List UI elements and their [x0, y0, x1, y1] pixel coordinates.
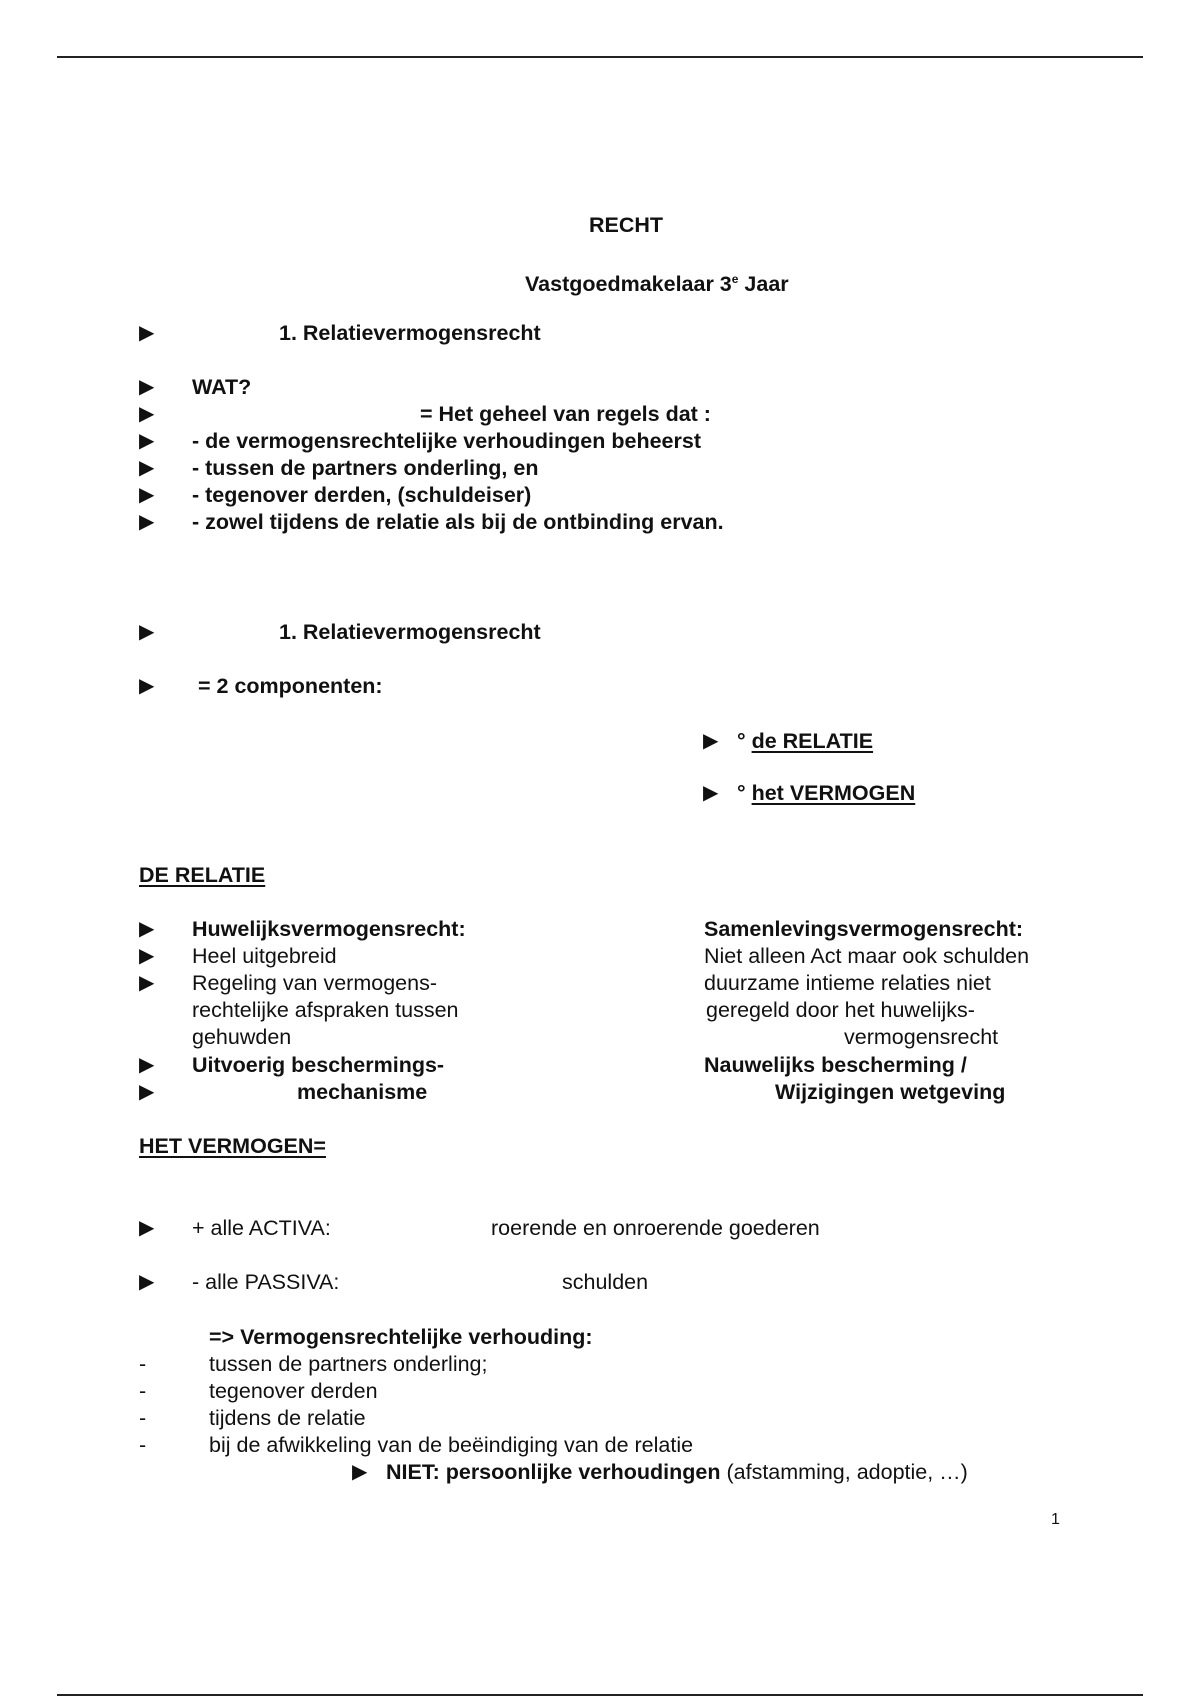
- conclusion-text: => Vermogensrechtelijke verhouding:: [209, 1325, 593, 1349]
- samenleving-title: Samenlevingsvermogensrecht:: [704, 917, 1024, 941]
- bullet-icon: ▶: [703, 730, 719, 752]
- bullet-icon: ▶: [139, 403, 155, 425]
- huwelijk-title: Huwelijksvermogensrecht:: [192, 917, 466, 941]
- dash-marker: -: [139, 1433, 147, 1457]
- list-item: bij de afwikkeling van de beëindiging van de relatie: [209, 1433, 694, 1457]
- bullet-icon: ▶: [139, 918, 155, 940]
- components-label: = 2 componenten:: [198, 674, 383, 698]
- huwelijk-line: mechanisme: [297, 1080, 428, 1104]
- passiva-label: - alle PASSIVA:: [192, 1270, 340, 1294]
- list-item: tussen de partners onderling;: [209, 1352, 488, 1376]
- bullet-icon: ▶: [139, 675, 155, 697]
- relatie-heading: DE RELATIE: [139, 863, 266, 887]
- samenleving-line: Nauwelijks bescherming /: [704, 1053, 967, 1077]
- bullet-icon: ▶: [139, 376, 155, 398]
- bullet-icon: ▶: [139, 1081, 155, 1103]
- bullet-icon: ▶: [352, 1461, 368, 1483]
- top-rule: [57, 56, 1143, 58]
- bullet-icon: ▶: [139, 1217, 155, 1239]
- passiva-value: schulden: [562, 1270, 649, 1294]
- component-vermogen: ° het VERMOGEN: [737, 781, 916, 805]
- wat-label: WAT?: [192, 375, 252, 399]
- samenleving-line: vermogensrecht: [844, 1025, 999, 1049]
- definition-item: - tussen de partners onderling, en: [192, 456, 539, 480]
- bullet-icon: ▶: [139, 430, 155, 452]
- dash-marker: -: [139, 1406, 147, 1430]
- bullet-icon: ▶: [139, 457, 155, 479]
- bullet-icon: ▶: [139, 511, 155, 533]
- dash-marker: -: [139, 1352, 147, 1376]
- huwelijk-line: Regeling van vermogens- rechtelijke afspraken tussen gehuwden: [192, 971, 459, 1049]
- document-title: RECHT: [588, 213, 664, 237]
- bullet-icon: ▶: [139, 1271, 155, 1293]
- activa-value: roerende en onroerende goederen: [491, 1216, 820, 1240]
- dash-marker: -: [139, 1379, 147, 1403]
- niet-line: NIET: persoonlijke verhoudingen (afstamming, adoptie, …): [386, 1460, 968, 1484]
- definition-text: = Het geheel van regels dat :: [420, 402, 711, 426]
- page-number: 1: [1051, 1511, 1060, 1528]
- bullet-icon: ▶: [139, 972, 155, 994]
- bullet-icon: ▶: [139, 621, 155, 643]
- huwelijk-line: Heel uitgebreid: [192, 944, 337, 968]
- samenleving-line: geregeld door het huwelijks-: [706, 998, 975, 1022]
- bullet-icon: ▶: [139, 945, 155, 967]
- bullet-icon: ▶: [139, 1054, 155, 1076]
- section2-heading: 1. Relatievermogensrecht: [279, 620, 541, 644]
- samenleving-line: Wijzigingen wetgeving: [775, 1080, 1006, 1104]
- list-item: tegenover derden: [209, 1379, 378, 1403]
- definition-item: - zowel tijdens de relatie als bij de ontbinding ervan.: [192, 510, 724, 534]
- samenleving-line: duurzame intieme relaties niet: [704, 971, 991, 995]
- activa-label: + alle ACTIVA:: [192, 1216, 331, 1240]
- samenleving-line: Niet alleen Act maar ook schulden: [704, 944, 1030, 968]
- document-subtitle: Vastgoedmakelaar 3e Jaar: [525, 272, 789, 297]
- definition-item: - de vermogensrechtelijke verhoudingen beheerst: [192, 429, 701, 453]
- bullet-icon: ▶: [703, 782, 719, 804]
- huwelijk-line: Uitvoerig beschermings-: [192, 1053, 445, 1077]
- bullet-icon: ▶: [139, 484, 155, 506]
- definition-item: - tegenover derden, (schuldeiser): [192, 483, 532, 507]
- vermogen-heading: HET VERMOGEN=: [139, 1134, 326, 1158]
- bullet-icon: ▶: [139, 322, 155, 344]
- section1-heading: 1. Relatievermogensrecht: [279, 321, 541, 345]
- list-item: tijdens de relatie: [209, 1406, 366, 1430]
- bottom-rule: [57, 1694, 1143, 1696]
- component-relatie: ° de RELATIE: [737, 729, 874, 753]
